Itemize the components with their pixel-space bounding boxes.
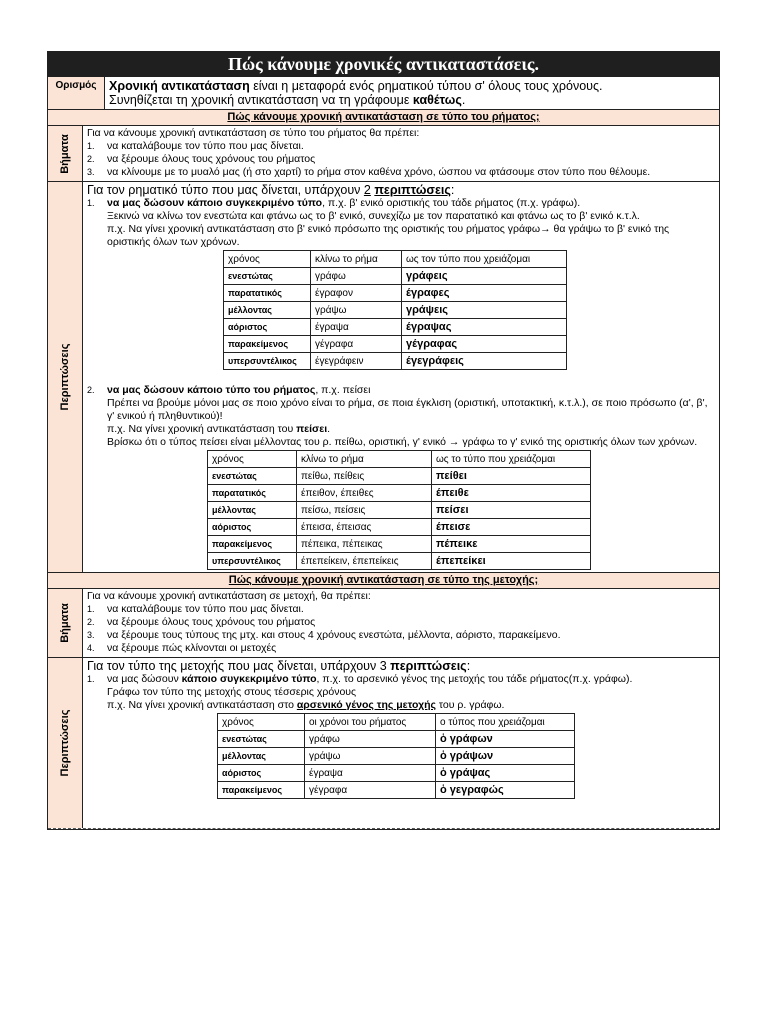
verb-section-header-text: Πώς κάνουμε χρονική αντικατάσταση σε τύπο του ρήματος; <box>227 111 540 123</box>
conjugation-cell: έπειθον, έπειθες <box>297 485 432 502</box>
cases-intro-end: : <box>450 183 455 197</box>
case-2-line-3-text: π.χ. Να γίνει χρονική αντικατάσταση του <box>107 423 297 435</box>
definition-label-cell <box>48 77 105 109</box>
conjugation-cell: γράφω <box>311 268 402 285</box>
step-text: να κλίνουμε με το μυαλό μας (ή στο χαρτί) το ρήμα στον καθένα χρόνο, ώσπου να φτάσουμε στον τύπο που θέλουμε. <box>107 166 651 178</box>
step-number: 2. <box>87 617 95 627</box>
answer-cell: γράψεις <box>402 302 567 319</box>
case-2-text: , π.χ. πείσει <box>315 384 371 396</box>
worksheet-table <box>47 77 720 830</box>
participle-cases-label-cell <box>48 658 83 828</box>
cases-intro-text: Για τον τύπο της μετοχής που μας δίνεται, υπάρχουν <box>87 659 380 673</box>
table-header-cell: ως τον τύπο που χρειάζομαι <box>402 251 567 268</box>
verb-case-1-line-3: π.χ. Να γίνει χρονική αντικατάσταση στο β' ενικό πρόσωπο της οριστικής του ρήματος γράφω→ θα γράψω το β' ενικό της οριστικής όλων των χρόνων. <box>107 223 670 248</box>
participle-steps-label-cell <box>48 589 83 657</box>
table-header-cell: κλίνω το ρήμα <box>297 451 432 468</box>
participle-step <box>87 616 715 629</box>
verb-example-table-2 <box>207 450 591 570</box>
definition-line-2-end: . <box>461 93 466 107</box>
case-2-line-3-end: . <box>327 423 331 435</box>
case-1-title: να μας δώσουν κάποιο συγκεκριμένο τύπο <box>107 197 323 209</box>
participle-example-table <box>217 713 575 799</box>
step-number: 1. <box>87 141 95 151</box>
tense-cell: ενεστώτας <box>208 468 297 485</box>
conjugation-cell: γράφω <box>305 731 436 748</box>
tense-cell: ενεστώτας <box>224 268 311 285</box>
definition-line-1-text: είναι η μεταφορά ενός ρηματικού τύπου σ' όλους τους χρόνους. <box>249 79 603 93</box>
verb-steps-label-cell <box>48 126 83 181</box>
verb-case-1 <box>87 197 715 210</box>
participle-steps-label: Βήματα <box>59 603 71 643</box>
table-row <box>218 782 575 799</box>
verb-case-2-line-4: Βρίσκω ότι ο τύπος πείσει είναι μέλλοντας του ρ. πείθω, οριστική, γ' ενικό → γράφω το γ' ενικό της οριστικής όλων των χρόνων. <box>107 436 698 448</box>
participle-step <box>87 629 715 642</box>
table-row <box>208 485 591 502</box>
conjugation-cell: γέγραφα <box>305 782 436 799</box>
definition-label: Ορισμός <box>55 80 97 91</box>
participle-steps-content <box>83 589 719 657</box>
tense-cell: παρακείμενος <box>208 536 297 553</box>
case-1-text: , π.χ. β' ενικό οριστικής του τάδε ρήματος (π.χ. γράφω). <box>322 197 581 209</box>
answer-cell: ὁ γράψας <box>436 765 575 782</box>
verb-steps-content <box>83 126 719 181</box>
tense-cell: μέλλοντας <box>218 748 305 765</box>
participle-cases-content <box>83 658 719 828</box>
table-header-cell: κλίνω το ρήμα <box>311 251 402 268</box>
participle-case-1-lead: να μας δώσουν <box>107 673 182 685</box>
participle-case-1 <box>87 673 715 686</box>
tense-cell: μέλλοντας <box>208 502 297 519</box>
participle-case-1-line-2: Γράφω τον τύπο της μετοχής στους τέσσερις χρόνους <box>107 686 357 698</box>
table-header-cell: χρόνος <box>208 451 297 468</box>
table-header-row <box>224 251 567 268</box>
cases-intro-text: Για τον ρηματικό τύπο που μας δίνεται, υπάρχουν <box>87 183 364 197</box>
table-row <box>218 731 575 748</box>
verb-example-table-1 <box>223 250 567 370</box>
answer-cell: πείθει <box>432 468 591 485</box>
table-row <box>224 336 567 353</box>
case-2-example-verb: πείσει <box>296 423 328 435</box>
conjugation-cell: πείσω, πείσεις <box>297 502 432 519</box>
verb-cases-content <box>83 182 719 572</box>
participle-case-1-text: , π.χ. το αρσενικό γένος της μετοχής του τάδε ρήματος(π.χ. γράφω). <box>316 673 633 685</box>
verb-cases-label: Περιπτώσεις <box>59 343 71 411</box>
verb-cases-intro <box>87 183 715 197</box>
conjugation-cell: γράψω <box>305 748 436 765</box>
definition-term: Χρονική αντικατάσταση <box>109 79 250 93</box>
table-row <box>224 353 567 370</box>
tense-cell: αόριστος <box>224 319 311 336</box>
answer-cell: ὁ γεγραφώς <box>436 782 575 799</box>
verb-section-header <box>48 109 719 125</box>
verb-case-2-line-2: Πρέπει να βρούμε μόνοι μας σε ποιο χρόνο είναι το ρήμα, σε ποια έγκλιση (οριστική, υποτακτική, κ.τ.λ.), σε ποιο πρόσωπο (α', β', γ' ενικού ή πληθυντικού)! <box>107 397 708 422</box>
cases-word: περιπτώσεις <box>374 183 451 197</box>
verb-cases-label-cell <box>48 182 83 572</box>
verb-case-1-line-2: Ξεκινώ να κλίνω τον ενεστώτα και φτάνω ως το β' ενικό, συνεχίζω με τον παρατατικό και φτάνω ως το β' ενικό κ.τ.λ. <box>107 210 640 222</box>
step-text: να καταλάβουμε τον τύπο που μας δίνεται. <box>107 140 304 152</box>
definition-text <box>105 77 719 109</box>
answer-cell: πείσει <box>432 502 591 519</box>
worksheet-page <box>47 51 720 906</box>
table-row <box>224 302 567 319</box>
verb-step <box>87 140 715 153</box>
participle-case-1-title: κάποιο συγκεκριμένο τύπο <box>181 673 317 685</box>
step-text: να ξέρουμε τους τύπους της μτχ. και στους 4 χρόνους ενεστώτα, μέλλοντα, αόριστο, παρακείμενο. <box>107 629 561 641</box>
answer-cell: έπειθε <box>432 485 591 502</box>
conjugation-cell: έγεγράφειν <box>311 353 402 370</box>
tense-cell: παρακείμενος <box>218 782 305 799</box>
bottom-dashed-line <box>48 828 719 829</box>
table-row <box>218 765 575 782</box>
step-text: να καταλάβουμε τον τύπο που μας δίνεται. <box>107 603 304 615</box>
verb-step <box>87 153 715 166</box>
verb-steps-intro: Για να κάνουμε χρονική αντικατάσταση σε τύπο του ρήματος θα πρέπει: <box>87 127 420 139</box>
table-header-cell: χρόνος <box>224 251 311 268</box>
tense-cell: αόριστος <box>218 765 305 782</box>
conjugation-cell: γέγραφα <box>311 336 402 353</box>
case-number: 2. <box>87 385 95 395</box>
participle-cases-intro <box>87 659 715 673</box>
participle-cases-row <box>48 657 719 828</box>
page-title: Πώς κάνουμε χρονικές αντικαταστάσεις. <box>47 51 720 77</box>
table-row <box>224 319 567 336</box>
cases-intro-end: : <box>466 659 471 673</box>
participle-step <box>87 603 715 616</box>
definition-line-1 <box>109 79 715 93</box>
participle-section-header-text: Πώς κάνουμε χρονική αντικατάσταση σε τύπο της μετοχής; <box>228 574 539 586</box>
answer-cell: έγραφες <box>402 285 567 302</box>
step-number: 3. <box>87 167 95 177</box>
answer-cell: έγραψας <box>402 319 567 336</box>
answer-cell: ὁ γράψων <box>436 748 575 765</box>
table-row <box>224 285 567 302</box>
table-header-row <box>218 714 575 731</box>
table-row <box>208 502 591 519</box>
table-row <box>208 519 591 536</box>
case-number: 1. <box>87 674 95 684</box>
conjugation-cell: έπεισα, έπεισας <box>297 519 432 536</box>
answer-cell: έπεπείκει <box>432 553 591 570</box>
answer-cell: πέπεικε <box>432 536 591 553</box>
table-row <box>218 748 575 765</box>
participle-gender: αρσενικό γένος της μετοχής <box>296 699 436 711</box>
conjugation-cell: γράψω <box>311 302 402 319</box>
step-number: 3. <box>87 630 95 640</box>
tense-cell: παρατατικός <box>208 485 297 502</box>
participle-case-1-line-3 <box>87 699 715 712</box>
table-header-cell: ο τύπος που χρειάζομαι <box>436 714 575 731</box>
answer-cell: ὁ γράφων <box>436 731 575 748</box>
participle-case-1-line-3-end: του ρ. γράφω. <box>436 699 505 711</box>
cases-count: 3 <box>379 659 387 673</box>
table-row <box>208 468 591 485</box>
tense-cell: ενεστώτας <box>218 731 305 748</box>
cases-count: 2 <box>363 183 371 197</box>
case-number: 1. <box>87 198 95 208</box>
conjugation-cell: έγραφον <box>311 285 402 302</box>
conjugation-cell: έγραψα <box>311 319 402 336</box>
tense-cell: παρατατικός <box>224 285 311 302</box>
tense-cell: υπερσυντέλικος <box>224 353 311 370</box>
table-row <box>208 536 591 553</box>
verb-steps-label: Βήματα <box>59 133 71 174</box>
step-number: 4. <box>87 643 95 653</box>
step-text: να ξέρουμε όλους τους χρόνους του ρήματος <box>107 616 316 628</box>
participle-case-1-line-3-text: π.χ. Να γίνει χρονική αντικατάσταση στο <box>107 699 297 711</box>
answer-cell: έπεισε <box>432 519 591 536</box>
step-number: 1. <box>87 604 95 614</box>
cases-word: περιπτώσεις <box>390 659 467 673</box>
case-2-title: να μας δώσουν κάποιο τύπο του ρήματος <box>107 384 316 396</box>
tense-cell: αόριστος <box>208 519 297 536</box>
participle-steps-intro: Για να κάνουμε χρονική αντικατάσταση σε μετοχή, θα πρέπει: <box>87 590 371 602</box>
participle-steps-row <box>48 588 719 657</box>
verb-cases-row <box>48 181 719 572</box>
table-header-cell: οι χρόνοι του ρήματος <box>305 714 436 731</box>
tense-cell: μέλλοντας <box>224 302 311 319</box>
definition-line-2-text: Συνηθίζεται τη χρονική αντικατάσταση να τη γράφουμε <box>109 93 413 107</box>
verb-steps-row <box>48 125 719 181</box>
step-text: να ξέρουμε όλους τους χρόνους του ρήματος <box>107 153 316 165</box>
definition-line-2 <box>109 93 715 107</box>
step-text: να ξέρουμε πώς κλίνονται οι μετοχές <box>107 642 277 654</box>
table-header-row <box>208 451 591 468</box>
definition-row <box>48 77 719 109</box>
participle-cases-label: Περιπτώσεις <box>59 709 71 777</box>
definition-vertical-word: καθέτως <box>412 93 462 107</box>
conjugation-cell: έπεπείκειν, έπεπείκεις <box>297 553 432 570</box>
answer-cell: γέγραφας <box>402 336 567 353</box>
table-header-cell: χρόνος <box>218 714 305 731</box>
conjugation-cell: πέπεικα, πέπεικας <box>297 536 432 553</box>
tense-cell: υπερσυντέλικος <box>208 553 297 570</box>
answer-cell: γράφεις <box>402 268 567 285</box>
verb-case-2-line-3 <box>87 423 715 436</box>
table-header-cell: ως το τύπο που χρειάζομαι <box>432 451 591 468</box>
participle-section-header <box>48 572 719 588</box>
table-row <box>224 268 567 285</box>
table-row <box>208 553 591 570</box>
participle-step <box>87 642 715 655</box>
conjugation-cell: έγραψα <box>305 765 436 782</box>
answer-cell: έγεγράφεις <box>402 353 567 370</box>
tense-cell: παρακείμενος <box>224 336 311 353</box>
step-number: 2. <box>87 154 95 164</box>
verb-case-2 <box>87 384 715 397</box>
conjugation-cell: πείθω, πείθεις <box>297 468 432 485</box>
verb-step <box>87 166 715 179</box>
